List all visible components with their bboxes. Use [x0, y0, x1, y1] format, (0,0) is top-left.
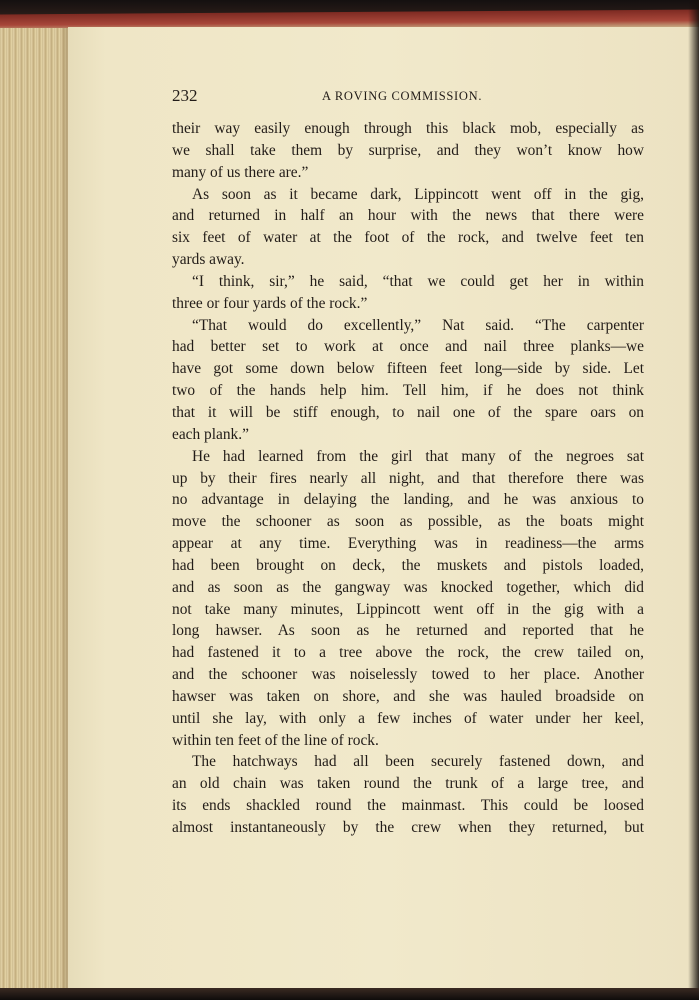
text-line: “I think, sir,” he said, “that we could get her in within	[192, 272, 644, 290]
text-line: not take many minutes, Lippincott went off in the gig with a	[172, 600, 644, 618]
running-head	[172, 86, 644, 110]
text-line: long hawser. As soon as he returned and reported that he	[172, 622, 644, 640]
text-line: have got some down below fifteen feet long—side by side. Let	[172, 360, 644, 378]
text-line: until she lay, with only a few inches of water under her keel,	[172, 709, 644, 727]
text-line: up by their fires nearly all night, and that therefore there was	[172, 469, 644, 487]
text-line: no advantage in delaying the landing, and he was anxious to	[172, 491, 644, 509]
text-line: many of us there are.”	[172, 163, 309, 181]
text-line: had fastened it to a tree above the rock, the crew tailed on,	[172, 644, 644, 662]
scan-bottom-edge	[0, 988, 699, 1000]
text-line: we shall take them by surprise, and they won’t know how	[172, 141, 644, 159]
text-line: six feet of water at the foot of the rock, and twelve feet ten	[172, 229, 644, 247]
text-line: yards away.	[172, 251, 245, 269]
text-line: He had learned from the girl that many of the negroes sat	[192, 447, 644, 465]
text-line: its ends shackled round the mainmast. This could be loosed	[172, 797, 644, 815]
scan-right-shadow	[688, 0, 699, 1000]
text-line: within ten feet of the line of rock.	[172, 731, 379, 749]
text-line: “That would do excellently,” Nat said. “The carpenter	[192, 316, 644, 334]
text-line: each plank.”	[172, 425, 249, 443]
text-line: The hatchways had all been securely fastened down, and	[192, 753, 644, 771]
text-line: appear at any time. Everything was in readiness—the arms	[172, 535, 644, 553]
text-line: that it will be stiff enough, to nail one of the spare oars on	[172, 403, 644, 421]
body-text	[172, 118, 644, 839]
page-stack-edge	[0, 28, 70, 1000]
text-line: hawser was taken on shore, and she was hauled broadside on	[172, 687, 644, 705]
text-line: an old chain was taken round the trunk of a large tree, and	[172, 775, 644, 793]
text-line: and returned in half an hour with the news that there were	[172, 207, 644, 225]
text-line: had better set to work at once and nail three planks—we	[172, 338, 644, 356]
text-line: almost instantaneously by the crew when they returned, but	[172, 819, 644, 836]
text-line: and the schooner was noiselessly towed to her place. Another	[172, 666, 644, 684]
text-line: move the schooner as soon as possible, as the boats might	[172, 513, 644, 531]
text-line: had been brought on deck, the muskets and pistols loaded,	[172, 556, 644, 574]
text-line: As soon as it became dark, Lippincott went off in the gig,	[192, 185, 644, 203]
text-line: three or four yards of the rock.”	[172, 294, 368, 312]
text-line: two of the hands help him. Tell him, if he does not think	[172, 382, 644, 400]
page-number: 232	[172, 86, 198, 105]
running-title: A ROVING COMMISSION.	[322, 89, 483, 103]
text-line: and as soon as the gangway was knocked together, which did	[172, 578, 644, 596]
text-line: their way easily enough through this black mob, especially as	[172, 120, 644, 137]
